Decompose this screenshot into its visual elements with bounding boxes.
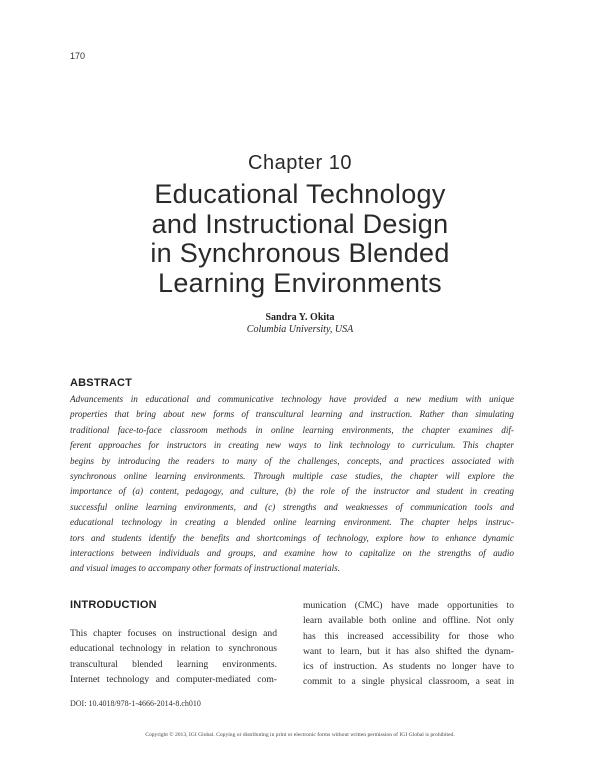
title-line: and Instructional Design [151, 208, 449, 239]
body-line: commit to a single physical classroom, a seat in [303, 676, 514, 688]
body-line: ics of instruction. As students no longer have to [303, 661, 514, 673]
abstract-line: and visual images to accompany other formats of instructional materials. [70, 563, 340, 574]
chapter-label: Chapter 10 [248, 152, 352, 174]
abstract-heading: ABSTRACT [70, 377, 133, 389]
title-line: Learning Environments [158, 267, 442, 298]
abstract-line: interactions between individuals and groups, and examine how to capitalize on the strengths of audio [70, 548, 514, 559]
abstract-line: Advancements in educational and communicative technology have provided a new medium with unique [70, 394, 514, 404]
doi-line: DOI: 10.4018/978-1-4666-2014-8.ch010 [70, 699, 201, 708]
abstract-body [70, 392, 514, 577]
introduction-right-column [303, 598, 514, 690]
abstract-line: traditional face-to-face classroom methods in online learning environments, the chapter examines dif- [70, 424, 514, 435]
abstract-line: begins by introducing the readers to many of the challenges, concepts, and practices associated with [70, 455, 514, 466]
title-line: Educational Technology [154, 179, 446, 209]
copyright-notice: Copyright © 2013, IGI Global. Copying or distributing in print or electronic forms without written permission of IGI Global is prohibited. [145, 732, 455, 738]
abstract-line: importance of (a) content, pedagogy, and culture, (b) the role of the instructor and student in creating [70, 486, 514, 497]
chapter-title [0, 180, 600, 298]
title-line: in Synchronous Blended [150, 238, 450, 268]
abstract-line: properties that bring about new forms of transcultural learning and instruction. Rather than simulating [70, 409, 514, 420]
abstract-line: educational technology in creating a blended online learning environment. The chapter helps instruc- [70, 517, 514, 528]
abstract-line: ferent approaches for instructors in creating new ways to link technology to curriculum. This chapter [70, 440, 514, 451]
introduction-left-column [70, 626, 277, 687]
abstract-line: successful online learning environments, and (c) strengths and weaknesses of communication tools and [70, 501, 514, 512]
body-line: want to learn, but it has also shifted the dynam- [303, 645, 514, 657]
page-number: 170 [70, 51, 86, 61]
author-affiliation: Columbia University, USA [246, 324, 354, 335]
abstract-line: tors and students identify the benefits and shortcomings of technology, explore how to enhance dynamic [70, 532, 514, 543]
body-line: has this increased accessibility for those who [303, 630, 514, 642]
body-line: munication (CMC) have made opportunities to [303, 600, 514, 611]
body-line: This chapter focuses on instructional design and [70, 628, 277, 639]
introduction-heading: INTRODUCTION [70, 599, 157, 611]
body-line: learn available both online and offline. Not only [303, 615, 514, 627]
abstract-line: synchronous online learning environments. Through multiple case studies, the chapter will explore the [70, 471, 514, 482]
body-line: transcultural blended learning environments. [70, 658, 277, 670]
author-name: Sandra Y. Okita [265, 312, 335, 323]
body-line: educational technology in relation to synchronous [70, 643, 277, 655]
body-line: Internet technology and computer-mediated com- [70, 673, 277, 685]
